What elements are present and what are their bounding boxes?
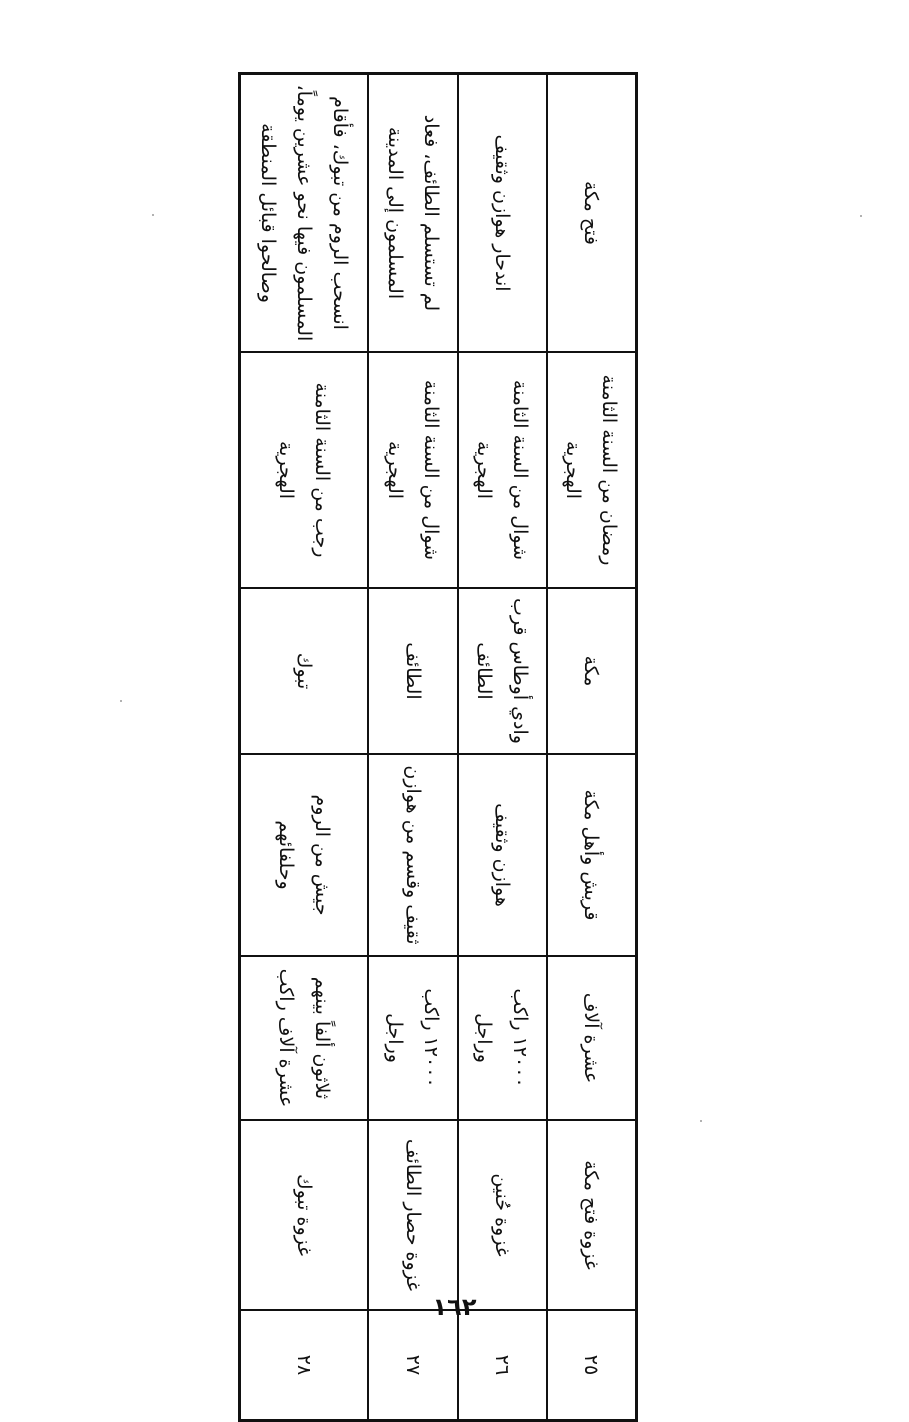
row-number: ٢٨ (240, 1310, 369, 1421)
enemy-forces: هوازن وثقيف (458, 754, 547, 956)
battle-place: مكة (547, 588, 637, 754)
table-row (368, 74, 457, 1421)
muslim-army-size: عشرة آلاف (547, 956, 637, 1120)
battle-name: غزوة حصار الطائف (368, 1120, 457, 1310)
enemy-forces: قريش وأهل مكة (547, 754, 637, 956)
battles-table (238, 72, 638, 1422)
row-number: ٢٥ (547, 1310, 637, 1421)
battle-result: اندحار هوازن وثقيف (458, 74, 547, 353)
battle-result: فتح مكة (547, 74, 637, 353)
scan-speck (120, 700, 122, 702)
scan-speck (152, 214, 154, 216)
battle-result: لم تستسلم الطائف، فعاد المسلمون إلى المدينة (368, 74, 457, 353)
row-number: ٢٧ (368, 1310, 457, 1421)
row-number: ٢٦ (458, 1310, 547, 1421)
battle-name: غزوة تبوك (240, 1120, 369, 1310)
table-row (547, 74, 637, 1421)
battle-result: انسحب الروم من تبوك، فأقام المسلمون فيها نحو عشرين يوماً، وصالحوا قبائل المنطقة (240, 74, 369, 353)
battle-name: غزوة حُنين (458, 1120, 547, 1310)
battle-date: شوال من السنة الثامنة الهجرية (458, 352, 547, 588)
battle-place: وادي أوطاس قرب الطائف (458, 588, 547, 754)
page-number: ١٦٢ (432, 1293, 477, 1321)
battle-date: شوال من السنة الثامنة الهجرية (368, 352, 457, 588)
scan-speck (860, 215, 862, 217)
battle-place: الطائف (368, 588, 457, 754)
battle-name: غزوة فتح مكة (547, 1120, 637, 1310)
muslim-army-size: ١٢٠٠٠ راكب وراجل (368, 956, 457, 1120)
enemy-forces: جيش من الروم وحلفائهم (240, 754, 369, 956)
muslim-army-size: ١٢٠٠٠ راكب وراجل (458, 956, 547, 1120)
table-row (240, 74, 369, 1421)
battle-date: رجب من السنة الثامنة الهجرية (240, 352, 369, 588)
table-row (458, 74, 547, 1421)
battle-date: رمضان من السنة الثامنة الهجرية (547, 352, 637, 588)
enemy-forces: ثقيف وقسم من هوازن (368, 754, 457, 956)
scan-speck (700, 1120, 702, 1122)
battle-place: تبوك (240, 588, 369, 754)
muslim-army-size: ثلاثون ألفاً بينهم عشرة آلاف راكب (240, 956, 369, 1120)
